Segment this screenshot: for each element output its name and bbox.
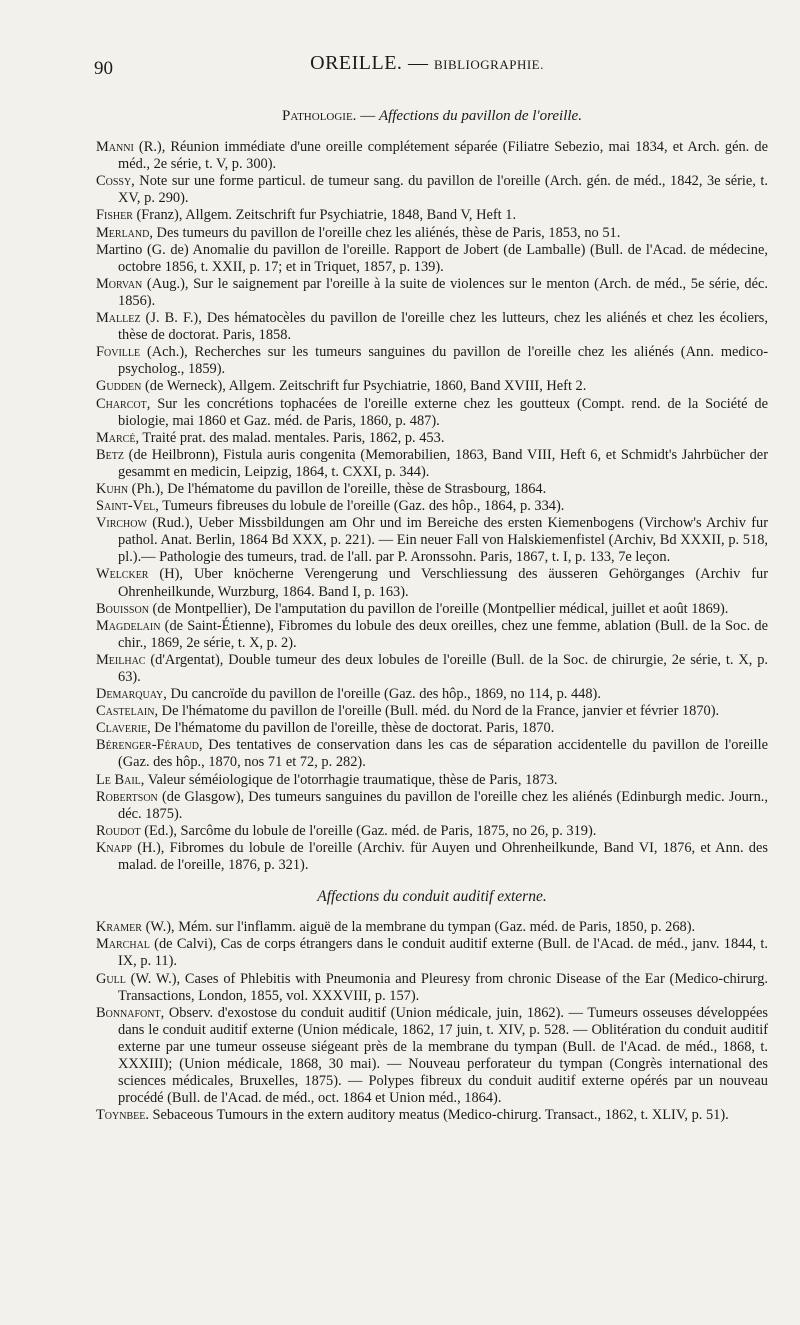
bibliography-entry: Robertson (de Glasgow), Des tumeurs sanguines du pavillon de l'oreille chez les aliénés (Edinburgh medic. Journ., déc. 1875). — [96, 788, 768, 822]
bibliography-entry: Le Bail, Valeur séméiologique de l'otorrhagie traumatique, thèse de Paris, 1873. — [96, 771, 558, 788]
bibliography-entry: Demarquay, Du cancroïde du pavillon de l'oreille (Gaz. des hôp., 1869, no 114, p. 448). — [96, 686, 601, 703]
running-title-separator: — — [402, 52, 434, 74]
entry-author: Toynbee — [96, 1107, 146, 1124]
bibliography-entry: Bérenger-Féraud, Des tentatives de conservation dans les cas de séparation accidentelle du pavillon de l'oreille (Gaz. des hôp., 1870, nos 71 et 72, p. 282). — [96, 737, 768, 771]
bibliography-entry: Cossy, Note sur une forme particul. de tumeur sang. du pavillon de l'oreille (Arch. gén. de méd., 1842, 3e série, t. XV, p. 290). — [96, 173, 768, 207]
entry-author: Marchal — [96, 936, 150, 953]
entry-author: Gull — [96, 970, 126, 987]
running-title-subtitle: BIBLIOGRAPHIE. — [433, 57, 544, 72]
running-title-main: OREILLE. — [310, 52, 403, 74]
bibliography-entry: Fisher (Franz), Allgem. Zeitschrift fur Psychiatrie, 1848, Band V, Heft 1. — [96, 207, 517, 224]
entry-author: Bonnafont — [96, 1004, 161, 1021]
bibliography-entry: Saint-Vel, Tumeurs fibreuses du lobule de l'oreille (Gaz. des hôp., 1864, p. 334). — [96, 498, 565, 515]
section-title: Affections du pavillon de l'oreille. — [378, 108, 582, 124]
bibliography-entry: Merland, Des tumeurs du pavillon de l'oreille chez les aliénés, thèse de Paris, 1853, no 51. — [96, 224, 621, 241]
bibliography-entry: Foville (Ach.), Recherches sur les tumeurs sanguines du pavillon de l'oreille chez les aliénés (Ann. medico-psycholog., 1859). — [96, 344, 768, 378]
bibliography-body — [96, 108, 768, 1124]
entry-author: Le Bail — [96, 771, 141, 788]
entry-author: Roudot — [96, 822, 141, 839]
entry-author: Claverie — [96, 720, 148, 737]
entry-author: Meilhac — [96, 651, 146, 668]
entry-list-pavillon — [96, 139, 768, 874]
bibliography-entry: Marcé, Traité prat. des malad. mentales. Paris, 1862, p. 453. — [96, 429, 445, 446]
entry-author: Knapp — [96, 839, 132, 856]
bibliography-entry: Kramer (W.), Mém. sur l'inflamm. aiguë de la membrane du tympan (Gaz. méd. de Paris, 1850, p. 268). — [96, 919, 696, 936]
bibliography-entry: Martino (G. de) Anomalie du pavillon de l'oreille. Rapport de Jobert (de Lamballe) (Bull. de l'Acad. de médecine, octobre 1856, t. XXII, p. 17; et in Triquet, 1857, p. 139). — [96, 241, 768, 275]
bibliography-entry: Bouisson (de Montpellier), De l'amputation du pavillon de l'oreille (Montpellier médical, juillet et août 1869). — [96, 600, 729, 617]
entry-author: Bérenger-Féraud — [96, 737, 199, 754]
entry-author: Saint-Vel — [96, 498, 156, 515]
bibliography-entry: Virchow (Rud.), Ueber Missbildungen am Ohr und im Bereiche des ersten Kiemenbogens (Virchow's Archiv fur pathol. Anat. Berlin, 1864 Bd XXX, p. 221). — Ein neuer Fall von Halskiemenfistel (Archiv, Bd XXXII, p. 518, pl.).— Pathologie des tumeurs, trad. de l'all. par P. Aronssohn. Paris, 1867, t. I, p. 133, 7e leçon. — [96, 515, 768, 566]
entry-author: Mallez — [96, 310, 141, 327]
entry-author: Demarquay — [96, 686, 164, 703]
entry-author: Welcker — [96, 566, 149, 583]
bibliography-entry: Gull (W. W.), Cases of Phlebitis with Pneumonia and Pleuresy from chronic Disease of the Ear (Medico-chirurg. Transactions, London, 1855, vol. XXXVIII, p. 157). — [96, 970, 768, 1004]
entry-author: Bouisson — [96, 600, 149, 617]
bibliography-entry: Gudden (de Werneck), Allgem. Zeitschrift fur Psychiatrie, 1860, Band XVIII, Heft 2. — [96, 378, 587, 395]
running-header — [94, 52, 760, 82]
bibliography-entry: Kuhn (Ph.), De l'hématome du pavillon de l'oreille, thèse de Strasbourg, 1864. — [96, 480, 547, 497]
bibliography-entry: Knapp (H.), Fibromes du lobule de l'oreille (Archiv. für Auyen und Ohrenheilkunde, Band VI, 1876, et Ann. des malad. de l'oreille, 1876, p. 321). — [96, 839, 768, 874]
entry-author: Foville — [96, 344, 141, 361]
entry-author: Gudden — [96, 378, 142, 395]
page-number: 90 — [94, 58, 113, 79]
bibliography-entry: Welcker (H), Uber knöcherne Verengerung und Verschliessung des äusseren Gehörganges (Archiv fur Ohrenheilkunde, Wurzburg, 1864. Band I, p. 163). — [96, 566, 768, 600]
running-title — [94, 52, 760, 75]
bibliography-entry: Castelain, De l'hématome du pavillon de l'oreille (Bull. méd. du Nord de la France, janvier et février 1870). — [96, 703, 720, 720]
entry-author: Virchow — [96, 515, 147, 532]
entry-author: Charcot — [96, 395, 147, 412]
bibliography-entry: Charcot, Sur les concrétions tophacées de l'oreille externe chez les goutteux (Compt. rend. de la Société de biologie, mai 1860 et Gaz. méd. de Paris, 1860, p. 487). — [96, 395, 768, 429]
section-heading-conduit — [96, 888, 768, 905]
section-title: Affections du conduit auditif externe. — [317, 888, 547, 906]
section-label: Pathologie. — [282, 108, 357, 124]
entry-list-conduit — [96, 919, 768, 1124]
entry-author: Merland — [96, 224, 150, 241]
bibliography-entry: Bonnafont, Observ. d'exostose du conduit auditif (Union médicale, juin, 1862). — Tumeurs osseuses développées dans le conduit auditif externe (Union médicale, 1862, 17 juin, t. XIV, p. 528. — Oblitération du conduit auditif externe par une tumeur osseuse siégeant près de la membrane du tympan (Bull. de l'Acad. de méd., 1868, t. XXXIII); (Union médicale, 1868, 30 mai). — Nouveau perforateur du tympan (Congrès international des sciences médicales, Bruxelles, 1875). — Polypes fibreux du conduit auditif externe opérés par un nouveau procédé (Bull. de l'Acad. de méd., oct. 1864 et Union méd., 1864). — [96, 1004, 768, 1107]
bibliography-entry: Manni (R.), Réunion immédiate d'une oreille complétement séparée (Filiatre Sebezio, mai 1834, et Arch. gén. de méd., 2e série, t. V, p. 300). — [96, 139, 768, 173]
entry-author: Morvan — [96, 275, 143, 292]
entry-author: Betz — [96, 446, 124, 463]
bibliography-entry: Magdelain (de Saint-Étienne), Fibromes du lobule des deux oreilles, chez une femme, ablation (Bull. de la Soc. de chir., 1869, 2e série, t. X, p. 2). — [96, 617, 768, 651]
bibliography-entry: Roudot (Ed.), Sarcôme du lobule de l'oreille (Gaz. méd. de Paris, 1875, no 26, p. 319). — [96, 822, 597, 839]
section-separator: — — [356, 108, 379, 124]
entry-author: Fisher — [96, 207, 133, 224]
entry-author: Kramer — [96, 919, 142, 936]
entry-author: Robertson — [96, 788, 158, 805]
bibliography-entry: Toynbee. Sebaceous Tumours in the extern auditory meatus (Medico-chirurg. Transact., 1862, t. XLIV, p. 51). — [96, 1107, 729, 1124]
entry-author: Cossy — [96, 173, 132, 190]
bibliography-entry: Marchal (de Calvi), Cas de corps étrangers dans le conduit auditif externe (Bull. de l'Acad. de méd., janv. 1844, t. IX, p. 11). — [96, 936, 768, 970]
bibliography-entry: Morvan (Aug.), Sur le saignement par l'oreille à la suite de violences sur le menton (Arch. de méd., 5e série, déc. 1856). — [96, 275, 768, 309]
entry-author: Marcé — [96, 429, 136, 446]
section-heading-pavillon — [96, 108, 768, 125]
entry-author: Magdelain — [96, 617, 161, 634]
bibliography-entry: Claverie, De l'hématome du pavillon de l'oreille, thèse de doctorat. Paris, 1870. — [96, 720, 555, 737]
bibliography-entry: Meilhac (d'Argentat), Double tumeur des deux lobules de l'oreille (Bull. de la Soc. de chirurgie, 2e série, t. X, p. 63). — [96, 651, 768, 685]
entry-author: Castelain — [96, 703, 155, 720]
entry-author: Kuhn — [96, 480, 129, 497]
bibliography-entry: Mallez (J. B. F.), Des hématocèles du pavillon de l'oreille chez les lutteurs, chez les aliénés et chez les écoliers, thèse de doctorat. Paris, 1858. — [96, 310, 768, 344]
bibliography-entry: Betz (de Heilbronn), Fistula auris congenita (Memorabilien, 1863, Band VIII, Heft 6, et Schmidt's Jahrbücher der gesammt en medicin, Leipzig, 1864, t. CXXI, p. 344). — [96, 446, 768, 480]
entry-author: Manni — [96, 139, 134, 156]
